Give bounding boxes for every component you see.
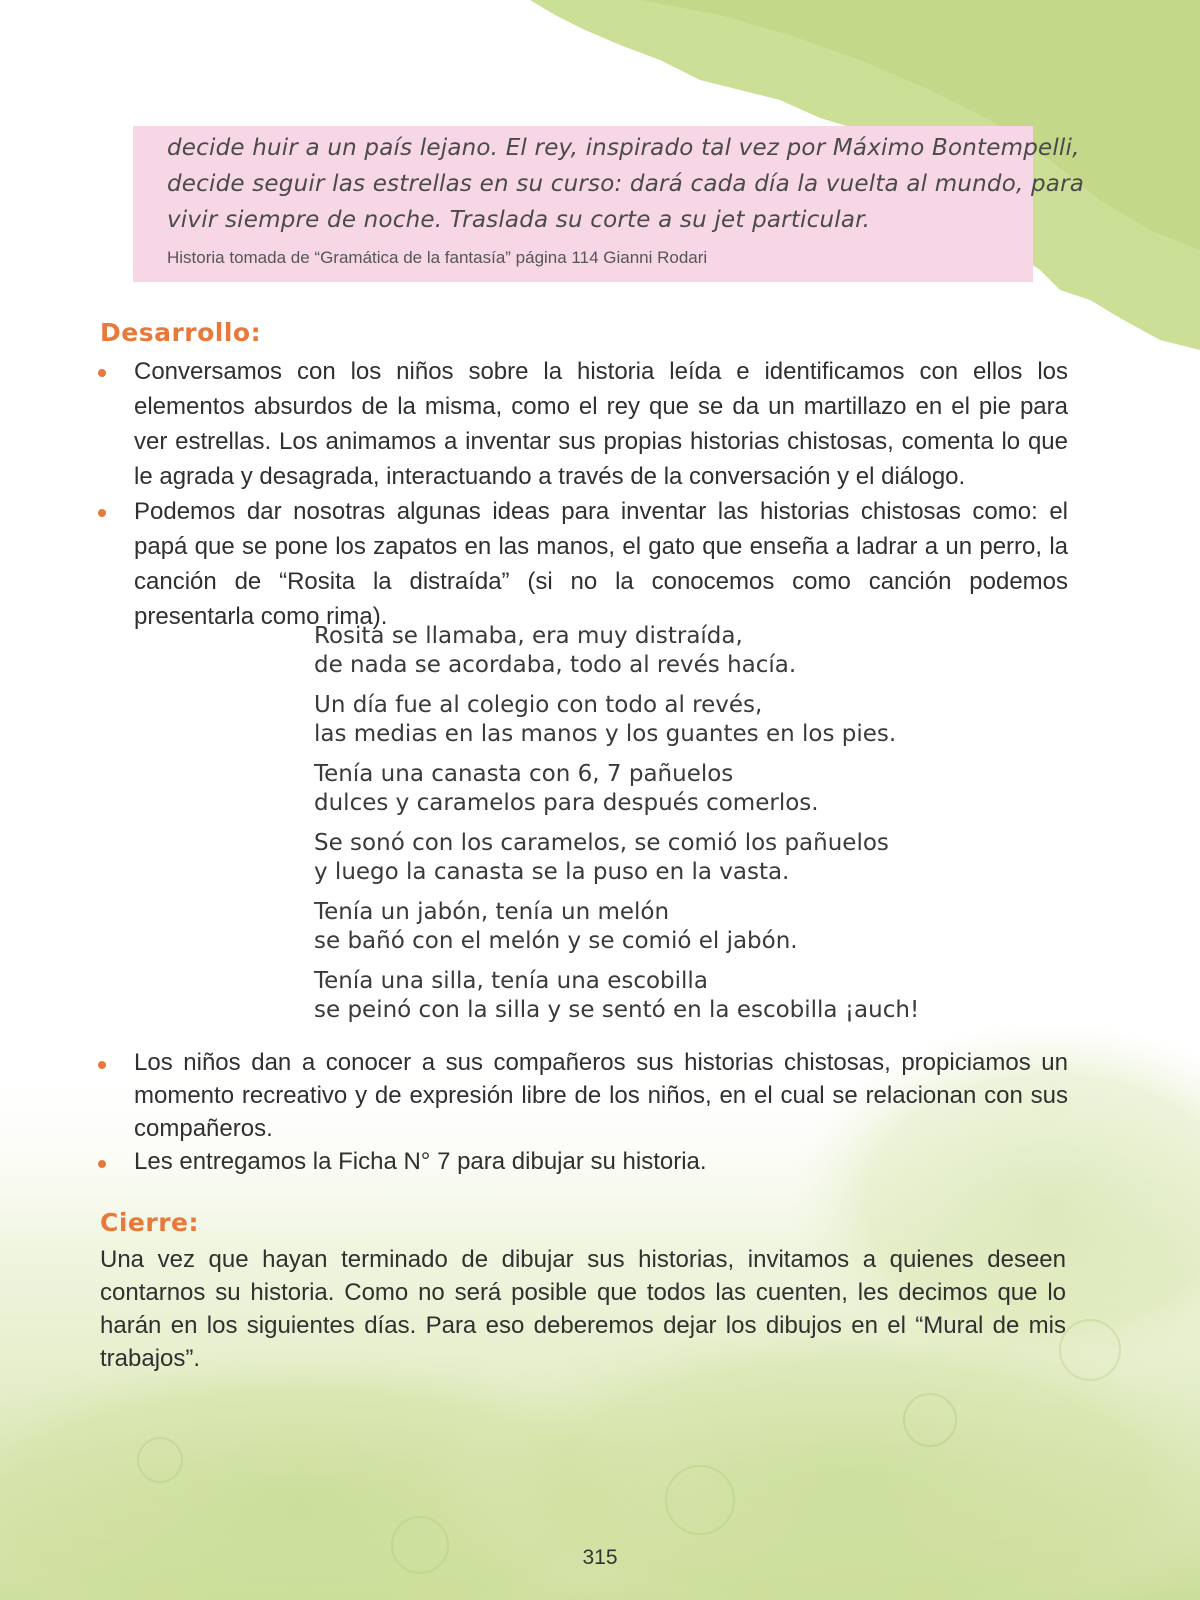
quote-source: Historia tomada de “Gramática de la fantasía” página 114 Gianni Rodari [167, 248, 708, 267]
bullet-icon [98, 509, 106, 517]
poem-stanza [314, 760, 954, 818]
bullet-text: Los niños dan a conocer a sus compañeros sus historias chistosas, propiciamos un momento recreativo y de expresión libre de los niños, en el cual se relacionan con sus compañeros. [134, 1049, 1068, 1142]
bullet-icon [98, 1061, 106, 1069]
story-quote-box [133, 126, 1085, 282]
list-item [98, 1046, 1068, 1145]
quote-line: decide seguir las estrellas en su curso: dará cada día la vuelta al mundo, para [167, 171, 1085, 197]
poem-line: se bañó con el melón y se comió el jabón. [314, 928, 798, 954]
poem-line: dulces y caramelos para después comerlos. [314, 790, 819, 816]
page-number: 315 [582, 1546, 618, 1569]
bullet-text: Les entregamos la Ficha N° 7 para dibujar su historia. [134, 1148, 707, 1175]
desarrollo-heading: Desarrollo: [100, 318, 262, 347]
cierre-paragraph: Una vez que hayan terminado de dibujar sus historias, invitamos a quienes deseen contarnos su historia. Como no será posible que todos las cuenten, les decimos que lo harán en los siguientes días. Para eso deberemos dejar los dibujos en el “Mural de mis trabajos”. [100, 1246, 1066, 1372]
quote-line: decide huir a un país lejano. El rey, inspirado tal vez por Máximo Bontempelli, [167, 135, 1080, 161]
poem-line: Tenía una canasta con 6, 7 pañuelos [314, 761, 734, 787]
bullet-icon [98, 1160, 106, 1168]
list-item [98, 354, 1068, 494]
poem-line: de nada se acordaba, todo al revés hacía. [314, 652, 797, 678]
poem-line: se peinó con la silla y se sentó en la escobilla ¡auch! [314, 997, 920, 1023]
poem-stanza [314, 622, 954, 680]
desarrollo-bullet-list-after [98, 1046, 1068, 1178]
poem-line: las medias en las manos y los guantes en los pies. [314, 721, 897, 747]
poem-line: Se sonó con los caramelos, se comió los pañuelos [314, 830, 889, 856]
bullet-icon [98, 369, 106, 377]
poem-line: Tenía una silla, tenía una escobilla [314, 968, 708, 994]
poem-line: Tenía un jabón, tenía un melón [314, 899, 670, 925]
poem-stanza [314, 829, 954, 887]
poem-stanza [314, 898, 954, 956]
poem-line: y luego la canasta se la puso en la vasta. [314, 859, 790, 885]
bullet-text: Podemos dar nosotras algunas ideas para inventar las historias chistosas como: el papá que se pone los zapatos en las manos, el gato que enseña a ladrar a un perro, la canción de “Rosita la distraída” (si no la conocemos como canción podemos presentarla como rima). [134, 498, 1068, 630]
story-quote-text [167, 130, 1085, 238]
desarrollo-bullet-list [98, 354, 1068, 634]
list-item [98, 494, 1068, 634]
rosita-poem [314, 622, 954, 1036]
poem-stanza [314, 691, 954, 749]
poem-line: Un día fue al colegio con todo al revés, [314, 692, 763, 718]
bullet-text: Conversamos con los niños sobre la historia leída e identificamos con ellos los elementos absurdos de la misma, como el rey que se da un martillazo en el pie para ver estrellas. Los animamos a inventar sus propias historias chistosas, comenta lo que le agrada y desagrada, interactuando a través de la conversación y el diálogo. [134, 358, 1068, 490]
poem-line: Rosita se llamaba, era muy distraída, [314, 623, 743, 649]
cierre-heading: Cierre: [100, 1208, 199, 1237]
quote-line: vivir siempre de noche. Traslada su corte a su jet particular. [167, 207, 871, 233]
list-item [98, 1145, 1068, 1178]
poem-stanza [314, 967, 954, 1025]
